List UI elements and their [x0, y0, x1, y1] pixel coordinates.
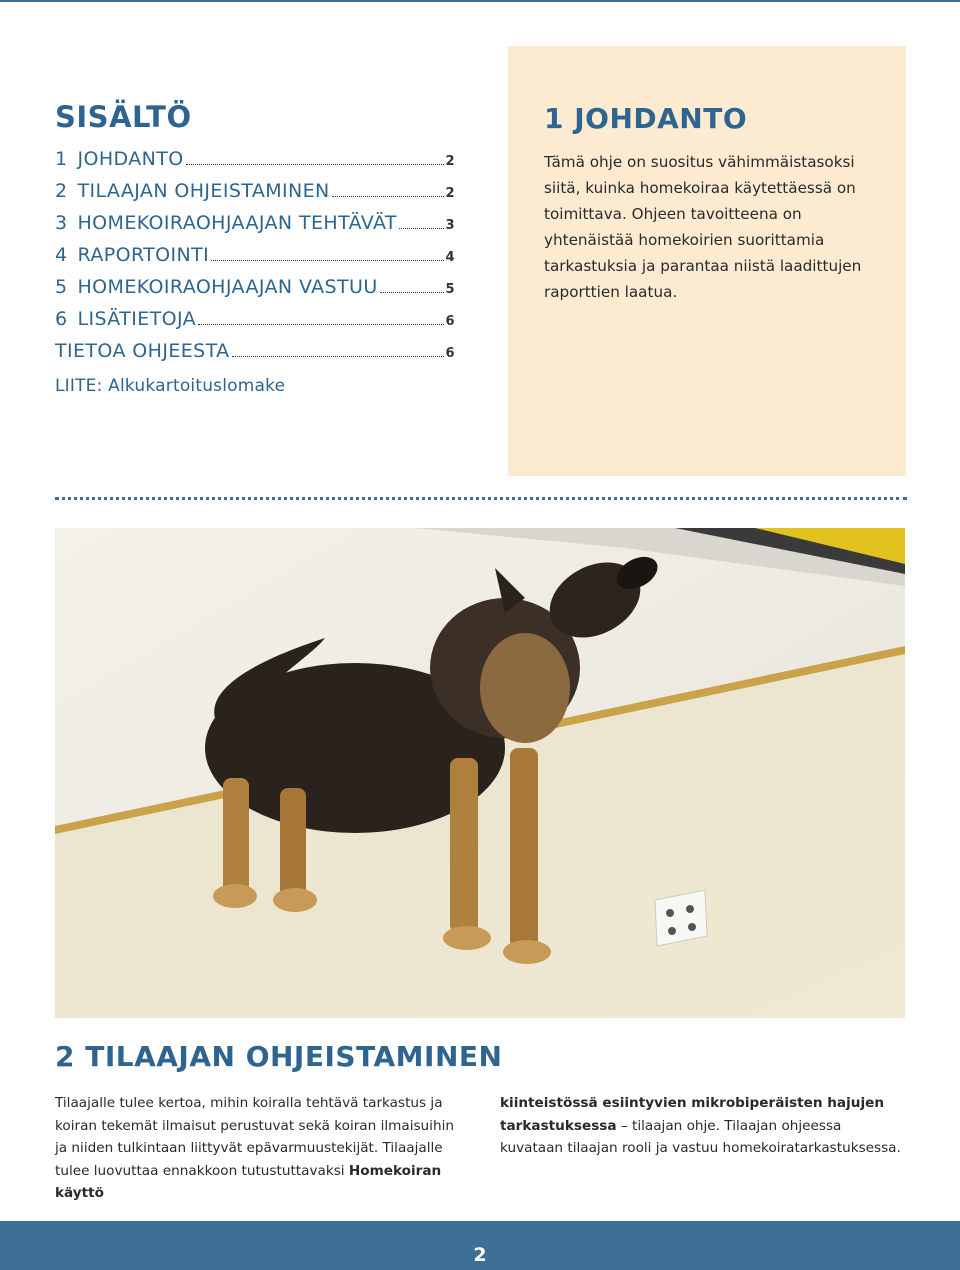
left-bold-text: Homekoiran käyttö	[55, 1162, 442, 1202]
toc-item-page: 2	[445, 186, 455, 201]
toc-leader	[380, 291, 444, 293]
toc-item[interactable]	[55, 148, 455, 180]
intro-box	[508, 46, 906, 476]
toc-item-number: 1	[55, 148, 68, 170]
toc-item[interactable]	[55, 308, 455, 340]
section-text-left	[55, 1092, 460, 1205]
toc-item-title: HOMEKOIRAOHJAAJAN TEHTÄVÄT	[77, 212, 397, 234]
toc-appendix[interactable]: LIITE: Alkukartoituslomake	[55, 376, 286, 396]
toc-item-page: 6	[445, 314, 455, 329]
toc-item-number: 6	[55, 308, 68, 330]
toc-item-title: TIETOA OHJEESTA	[55, 340, 230, 362]
outlet-icon	[655, 890, 707, 946]
dog-photo-illustration	[55, 528, 905, 1018]
toc-item-page: 5	[445, 282, 455, 297]
toc-item-title: JOHDANTO	[77, 148, 184, 170]
toc-leader	[211, 259, 443, 261]
intro-text: Tämä ohje on suositus vähimmäistasoksi siitä, kuinka homekoiraa käytettäessä on toimittava. Ohjeen tavoitteena on yhtenäistää homekoirien suorittamia tarkastuksia ja parantaa niistä laadittujen raporttien laatua.	[544, 153, 862, 301]
toc-item-title: HOMEKOIRAOHJAAJAN VASTUU	[77, 276, 378, 298]
toc-item[interactable]	[55, 276, 455, 308]
toc-item-page: 2	[445, 154, 455, 169]
intro-heading: 1 JOHDANTO	[544, 102, 748, 135]
toc-leader	[232, 355, 444, 357]
toc-item-number: 2	[55, 180, 68, 202]
toc-item-page: 3	[445, 218, 455, 233]
dotted-separator	[55, 497, 907, 500]
toc-item-number: 5	[55, 276, 68, 298]
section-heading: 2 TILAAJAN OHJEISTAMINEN	[55, 1040, 503, 1073]
toc-item-title: LISÄTIETOJA	[77, 308, 197, 330]
table-of-contents	[55, 100, 455, 396]
toc-item[interactable]	[55, 212, 455, 244]
toc-leader	[186, 163, 444, 165]
toc-item[interactable]	[55, 180, 455, 212]
toc-item-page: 4	[445, 250, 455, 265]
toc-item[interactable]	[55, 340, 455, 372]
toc-item-title: RAPORTOINTI	[77, 244, 210, 266]
top-rule	[0, 0, 960, 2]
toc-item-page: 6	[445, 346, 455, 361]
page-number: 2	[473, 1244, 487, 1266]
toc-item[interactable]	[55, 244, 455, 276]
section-text-right	[500, 1092, 905, 1160]
right-text: – tilaajan ohje. Tilaajan ohjeessa kuvataan tilaajan rooli ja vastuu homekoiratarkastuksessa.	[500, 1117, 901, 1157]
left-text: Tilaajalle tulee kertoa, mihin koiralla tehtävä tarkastus ja koiran tekemät ilmaisut perustuvat sekä koiran ilmaisuihin ja niiden tulkintaan liittyvät epävarmuustekijät. Tilaajalle tulee luovuttaa ennakkoon tutustuttavaksi	[55, 1095, 454, 1179]
dog-photo	[55, 528, 905, 1018]
toc-item-number: 3	[55, 212, 68, 234]
toc-item-title: TILAAJAN OHJEISTAMINEN	[77, 180, 330, 202]
toc-item-number: 4	[55, 244, 68, 266]
toc-heading: SISÄLTÖ	[55, 100, 192, 134]
toc-leader	[399, 227, 444, 229]
toc-leader	[332, 195, 444, 197]
toc-leader	[198, 323, 443, 325]
right-bold-text: kiinteistössä esiintyvien mikrobiperäisten hajujen tarkastuksessa	[500, 1095, 884, 1134]
